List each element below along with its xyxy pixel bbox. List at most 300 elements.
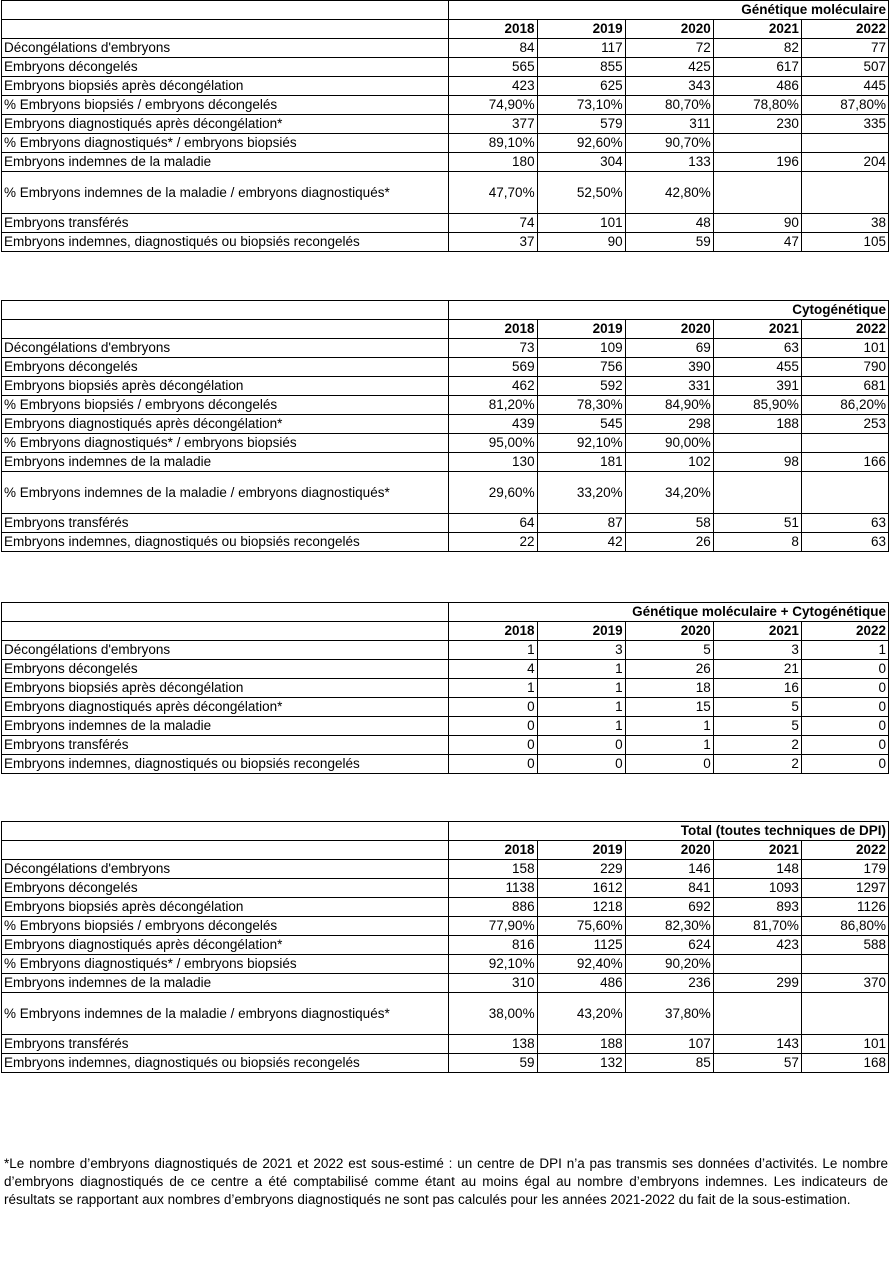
value-cell: 98 (713, 453, 801, 472)
row-label: Décongélations d'embryons (2, 339, 449, 358)
year-header-row (2, 841, 889, 860)
value-cell: 0 (801, 698, 888, 717)
table-row (2, 698, 889, 717)
table-row (2, 214, 889, 233)
value-cell: 1 (537, 698, 625, 717)
table-row (2, 434, 889, 453)
value-cell: 1093 (713, 879, 801, 898)
table-row (2, 134, 889, 153)
year-header: 2021 (713, 622, 801, 641)
data-table-2 (1, 300, 889, 552)
value-cell: 0 (449, 755, 537, 774)
value-cell: 335 (801, 115, 888, 134)
row-label: Embryons indemnes de la maladie (2, 717, 449, 736)
value-cell: 545 (537, 415, 625, 434)
value-cell: 445 (801, 77, 888, 96)
value-cell: 64 (449, 514, 537, 533)
value-cell: 82 (713, 39, 801, 58)
year-header: 2018 (449, 841, 537, 860)
value-cell: 1125 (537, 936, 625, 955)
table-row (2, 514, 889, 533)
value-cell (713, 134, 801, 153)
year-header: 2022 (801, 622, 888, 641)
table-row (2, 77, 889, 96)
value-cell: 86,20% (801, 396, 888, 415)
year-header: 2020 (625, 20, 713, 39)
table-row (2, 936, 889, 955)
row-label: % Embryons indemnes de la maladie / embryons diagnostiqués* (2, 172, 449, 214)
value-cell: 85 (625, 1054, 713, 1073)
value-cell: 69 (625, 339, 713, 358)
row-label: % Embryons diagnostiqués* / embryons biopsiés (2, 434, 449, 453)
table-row (2, 993, 889, 1035)
value-cell: 80,70% (625, 96, 713, 115)
value-cell: 37 (449, 233, 537, 252)
value-cell: 37,80% (625, 993, 713, 1035)
value-cell: 1218 (537, 898, 625, 917)
value-cell: 59 (625, 233, 713, 252)
value-cell: 886 (449, 898, 537, 917)
value-cell: 0 (537, 736, 625, 755)
value-cell: 298 (625, 415, 713, 434)
table-row (2, 955, 889, 974)
row-label: Embryons diagnostiqués après décongélation* (2, 115, 449, 134)
row-label: Embryons décongelés (2, 58, 449, 77)
row-label: % Embryons indemnes de la maladie / embryons diagnostiqués* (2, 472, 449, 514)
value-cell: 230 (713, 115, 801, 134)
value-cell: 569 (449, 358, 537, 377)
value-cell: 117 (537, 39, 625, 58)
year-header: 2019 (537, 20, 625, 39)
table-row (2, 39, 889, 58)
value-cell: 101 (537, 214, 625, 233)
value-cell: 29,60% (449, 472, 537, 514)
value-cell: 90 (713, 214, 801, 233)
row-label: Embryons diagnostiqués après décongélation* (2, 936, 449, 955)
table-title: Génétique moléculaire (449, 1, 889, 20)
value-cell: 38,00% (449, 993, 537, 1035)
value-cell: 73,10% (537, 96, 625, 115)
value-cell: 1612 (537, 879, 625, 898)
row-label: % Embryons biopsiés / embryons décongelés (2, 96, 449, 115)
value-cell: 625 (537, 77, 625, 96)
year-header: 2019 (537, 622, 625, 641)
row-label: Embryons indemnes de la maladie (2, 974, 449, 993)
value-cell (801, 955, 888, 974)
table-row (2, 377, 889, 396)
value-cell: 0 (625, 755, 713, 774)
table-row (2, 153, 889, 172)
value-cell: 42 (537, 533, 625, 552)
row-label: Embryons biopsiés après décongélation (2, 77, 449, 96)
value-cell: 423 (449, 77, 537, 96)
year-header: 2020 (625, 320, 713, 339)
table-row (2, 415, 889, 434)
value-cell: 95,00% (449, 434, 537, 453)
value-cell: 81,70% (713, 917, 801, 936)
value-cell: 196 (713, 153, 801, 172)
data-table-4 (1, 821, 889, 1073)
value-cell: 181 (537, 453, 625, 472)
value-cell: 841 (625, 879, 713, 898)
table-row (2, 533, 889, 552)
value-cell: 681 (801, 377, 888, 396)
value-cell: 26 (625, 533, 713, 552)
value-cell: 84 (449, 39, 537, 58)
value-cell: 1 (449, 641, 537, 660)
value-cell (713, 472, 801, 514)
year-header: 2018 (449, 320, 537, 339)
table-title-row (2, 1, 889, 20)
value-cell: 1 (625, 736, 713, 755)
value-cell: 86,80% (801, 917, 888, 936)
value-cell: 51 (713, 514, 801, 533)
table-row (2, 1035, 889, 1054)
value-cell: 47 (713, 233, 801, 252)
value-cell: 391 (713, 377, 801, 396)
table-row (2, 736, 889, 755)
value-cell: 3 (537, 641, 625, 660)
row-label: % Embryons indemnes de la maladie / embryons diagnostiqués* (2, 993, 449, 1035)
value-cell: 138 (449, 1035, 537, 1054)
row-label: Embryons transférés (2, 736, 449, 755)
value-cell: 331 (625, 377, 713, 396)
value-cell: 168 (801, 1054, 888, 1073)
table-row (2, 115, 889, 134)
value-cell: 2 (713, 736, 801, 755)
table-row (2, 233, 889, 252)
table-title-row (2, 603, 889, 622)
value-cell: 74 (449, 214, 537, 233)
value-cell (713, 955, 801, 974)
row-label: Décongélations d'embryons (2, 39, 449, 58)
value-cell: 855 (537, 58, 625, 77)
value-cell: 299 (713, 974, 801, 993)
value-cell: 377 (449, 115, 537, 134)
value-cell: 579 (537, 115, 625, 134)
value-cell: 90,00% (625, 434, 713, 453)
value-cell: 486 (537, 974, 625, 993)
value-cell: 1 (449, 679, 537, 698)
value-cell: 87 (537, 514, 625, 533)
value-cell: 0 (449, 717, 537, 736)
value-cell: 0 (801, 717, 888, 736)
value-cell: 92,10% (537, 434, 625, 453)
year-header: 2018 (449, 622, 537, 641)
row-label: Embryons biopsiés après décongélation (2, 679, 449, 698)
value-cell: 692 (625, 898, 713, 917)
year-header: 2021 (713, 841, 801, 860)
value-cell: 84,90% (625, 396, 713, 415)
table-row (2, 453, 889, 472)
year-header: 2020 (625, 841, 713, 860)
value-cell (801, 434, 888, 453)
footnote: *Le nombre d’embryons diagnostiqués de 2021 et 2022 est sous-estimé : un centre de DPI n’a pas transmis ses données d’activités. Le nombre d’embryons diagnostiqués de ce centre a été comptabilisé comme étant au moins égal au nombre d’embryons indemnes. Les indicateurs de résultats se rapportant aux nombres d’embryons diagnostiqués ne sont pas calculés pour les années 2021-2022 du fait de la sous-estimation. (4, 1156, 888, 1207)
table-title: Total (toutes techniques de DPI) (449, 822, 889, 841)
data-table-1 (1, 0, 889, 252)
value-cell: 1 (801, 641, 888, 660)
value-cell: 109 (537, 339, 625, 358)
value-cell: 0 (801, 679, 888, 698)
value-cell: 756 (537, 358, 625, 377)
year-header: 2021 (713, 20, 801, 39)
value-cell: 592 (537, 377, 625, 396)
row-label: Embryons indemnes, diagnostiqués ou biopsiés recongelés (2, 233, 449, 252)
value-cell: 617 (713, 58, 801, 77)
table-row (2, 641, 889, 660)
value-cell (801, 993, 888, 1035)
table-row (2, 679, 889, 698)
value-cell: 59 (449, 1054, 537, 1073)
value-cell: 166 (801, 453, 888, 472)
value-cell: 63 (801, 533, 888, 552)
value-cell: 90 (537, 233, 625, 252)
value-cell: 42,80% (625, 172, 713, 214)
value-cell: 101 (801, 339, 888, 358)
value-cell: 132 (537, 1054, 625, 1073)
value-cell (801, 134, 888, 153)
table-row (2, 1054, 889, 1073)
value-cell: 63 (713, 339, 801, 358)
value-cell: 72 (625, 39, 713, 58)
value-cell: 423 (713, 936, 801, 955)
value-cell: 85,90% (713, 396, 801, 415)
row-label: Embryons indemnes de la maladie (2, 453, 449, 472)
value-cell: 146 (625, 860, 713, 879)
value-cell: 236 (625, 974, 713, 993)
value-cell: 82,30% (625, 917, 713, 936)
value-cell: 78,80% (713, 96, 801, 115)
row-label: % Embryons biopsiés / embryons décongelés (2, 396, 449, 415)
table-row (2, 898, 889, 917)
table-row (2, 472, 889, 514)
row-label: Embryons transférés (2, 514, 449, 533)
value-cell: 1126 (801, 898, 888, 917)
value-cell: 1 (537, 660, 625, 679)
value-cell: 180 (449, 153, 537, 172)
row-label: Embryons indemnes, diagnostiqués ou biopsiés recongelés (2, 755, 449, 774)
value-cell: 0 (537, 755, 625, 774)
row-label: Embryons indemnes de la maladie (2, 153, 449, 172)
table-row (2, 755, 889, 774)
value-cell: 439 (449, 415, 537, 434)
value-cell: 63 (801, 514, 888, 533)
value-cell: 0 (801, 755, 888, 774)
value-cell: 8 (713, 533, 801, 552)
value-cell: 179 (801, 860, 888, 879)
value-cell: 624 (625, 936, 713, 955)
year-header: 2022 (801, 320, 888, 339)
value-cell: 0 (449, 698, 537, 717)
row-label: Embryons diagnostiqués après décongélation* (2, 415, 449, 434)
value-cell: 5 (713, 698, 801, 717)
table-row (2, 717, 889, 736)
row-label: % Embryons diagnostiqués* / embryons biopsiés (2, 134, 449, 153)
year-header: 2018 (449, 20, 537, 39)
value-cell: 229 (537, 860, 625, 879)
value-cell: 16 (713, 679, 801, 698)
value-cell: 3 (713, 641, 801, 660)
value-cell: 1297 (801, 879, 888, 898)
value-cell: 105 (801, 233, 888, 252)
value-cell: 1 (625, 717, 713, 736)
value-cell: 486 (713, 77, 801, 96)
value-cell: 188 (713, 415, 801, 434)
table-row (2, 358, 889, 377)
table-row (2, 917, 889, 936)
row-label: Embryons décongelés (2, 358, 449, 377)
row-label: Embryons biopsiés après décongélation (2, 377, 449, 396)
value-cell: 92,40% (537, 955, 625, 974)
row-label: Embryons biopsiés après décongélation (2, 898, 449, 917)
table-row (2, 339, 889, 358)
value-cell: 343 (625, 77, 713, 96)
year-header: 2022 (801, 841, 888, 860)
value-cell (801, 472, 888, 514)
value-cell: 148 (713, 860, 801, 879)
value-cell: 1 (537, 717, 625, 736)
value-cell: 2 (713, 755, 801, 774)
value-cell: 102 (625, 453, 713, 472)
row-label: Embryons indemnes, diagnostiqués ou biopsiés recongelés (2, 533, 449, 552)
value-cell: 0 (801, 660, 888, 679)
value-cell: 22 (449, 533, 537, 552)
value-cell: 73 (449, 339, 537, 358)
table-row (2, 660, 889, 679)
value-cell: 26 (625, 660, 713, 679)
value-cell: 370 (801, 974, 888, 993)
row-label: % Embryons diagnostiqués* / embryons biopsiés (2, 955, 449, 974)
value-cell: 78,30% (537, 396, 625, 415)
value-cell: 87,80% (801, 96, 888, 115)
row-label: Embryons indemnes, diagnostiqués ou biopsiés recongelés (2, 1054, 449, 1073)
value-cell: 893 (713, 898, 801, 917)
row-label: % Embryons biopsiés / embryons décongelés (2, 917, 449, 936)
value-cell: 89,10% (449, 134, 537, 153)
value-cell: 0 (801, 736, 888, 755)
value-cell: 130 (449, 453, 537, 472)
value-cell: 790 (801, 358, 888, 377)
year-header: 2021 (713, 320, 801, 339)
data-table-3 (1, 602, 889, 774)
value-cell: 143 (713, 1035, 801, 1054)
table-row (2, 58, 889, 77)
value-cell: 425 (625, 58, 713, 77)
value-cell (713, 172, 801, 214)
table-title: Cytogénétique (449, 301, 889, 320)
value-cell: 34,20% (625, 472, 713, 514)
year-header: 2022 (801, 20, 888, 39)
value-cell: 5 (625, 641, 713, 660)
value-cell: 107 (625, 1035, 713, 1054)
year-header-row (2, 622, 889, 641)
value-cell: 43,20% (537, 993, 625, 1035)
empty-cell (2, 603, 449, 622)
value-cell: 565 (449, 58, 537, 77)
table-title-row (2, 301, 889, 320)
value-cell: 15 (625, 698, 713, 717)
value-cell: 75,60% (537, 917, 625, 936)
value-cell: 90,70% (625, 134, 713, 153)
empty-cell (2, 841, 449, 860)
year-header-row (2, 20, 889, 39)
value-cell: 390 (625, 358, 713, 377)
empty-cell (2, 20, 449, 39)
value-cell: 310 (449, 974, 537, 993)
table-row (2, 974, 889, 993)
value-cell: 0 (449, 736, 537, 755)
value-cell: 158 (449, 860, 537, 879)
value-cell: 90,20% (625, 955, 713, 974)
row-label: Embryons diagnostiqués après décongélation* (2, 698, 449, 717)
value-cell: 81,20% (449, 396, 537, 415)
year-header: 2020 (625, 622, 713, 641)
value-cell: 77 (801, 39, 888, 58)
value-cell: 816 (449, 936, 537, 955)
value-cell: 18 (625, 679, 713, 698)
value-cell: 33,20% (537, 472, 625, 514)
table-title-row (2, 822, 889, 841)
empty-cell (2, 822, 449, 841)
row-label: Embryons décongelés (2, 660, 449, 679)
value-cell: 58 (625, 514, 713, 533)
empty-cell (2, 320, 449, 339)
value-cell: 5 (713, 717, 801, 736)
empty-cell (2, 301, 449, 320)
value-cell: 92,10% (449, 955, 537, 974)
value-cell: 48 (625, 214, 713, 233)
row-label: Décongélations d'embryons (2, 641, 449, 660)
value-cell: 507 (801, 58, 888, 77)
value-cell: 92,60% (537, 134, 625, 153)
table-row (2, 396, 889, 415)
row-label: Embryons transférés (2, 214, 449, 233)
table-row (2, 172, 889, 214)
row-label: Décongélations d'embryons (2, 860, 449, 879)
value-cell (801, 172, 888, 214)
value-cell: 311 (625, 115, 713, 134)
empty-cell (2, 622, 449, 641)
row-label: Embryons transférés (2, 1035, 449, 1054)
empty-cell (2, 1, 449, 20)
value-cell: 304 (537, 153, 625, 172)
value-cell: 77,90% (449, 917, 537, 936)
value-cell: 74,90% (449, 96, 537, 115)
value-cell: 133 (625, 153, 713, 172)
value-cell: 1 (537, 679, 625, 698)
value-cell: 462 (449, 377, 537, 396)
value-cell: 38 (801, 214, 888, 233)
value-cell: 1138 (449, 879, 537, 898)
value-cell: 253 (801, 415, 888, 434)
table-row (2, 879, 889, 898)
row-label: Embryons décongelés (2, 879, 449, 898)
table-row (2, 860, 889, 879)
value-cell: 52,50% (537, 172, 625, 214)
year-header: 2019 (537, 320, 625, 339)
value-cell: 57 (713, 1054, 801, 1073)
value-cell (713, 434, 801, 453)
table-row (2, 96, 889, 115)
value-cell: 455 (713, 358, 801, 377)
value-cell: 588 (801, 936, 888, 955)
value-cell: 188 (537, 1035, 625, 1054)
value-cell: 47,70% (449, 172, 537, 214)
year-header: 2019 (537, 841, 625, 860)
value-cell: 21 (713, 660, 801, 679)
value-cell: 204 (801, 153, 888, 172)
value-cell: 4 (449, 660, 537, 679)
